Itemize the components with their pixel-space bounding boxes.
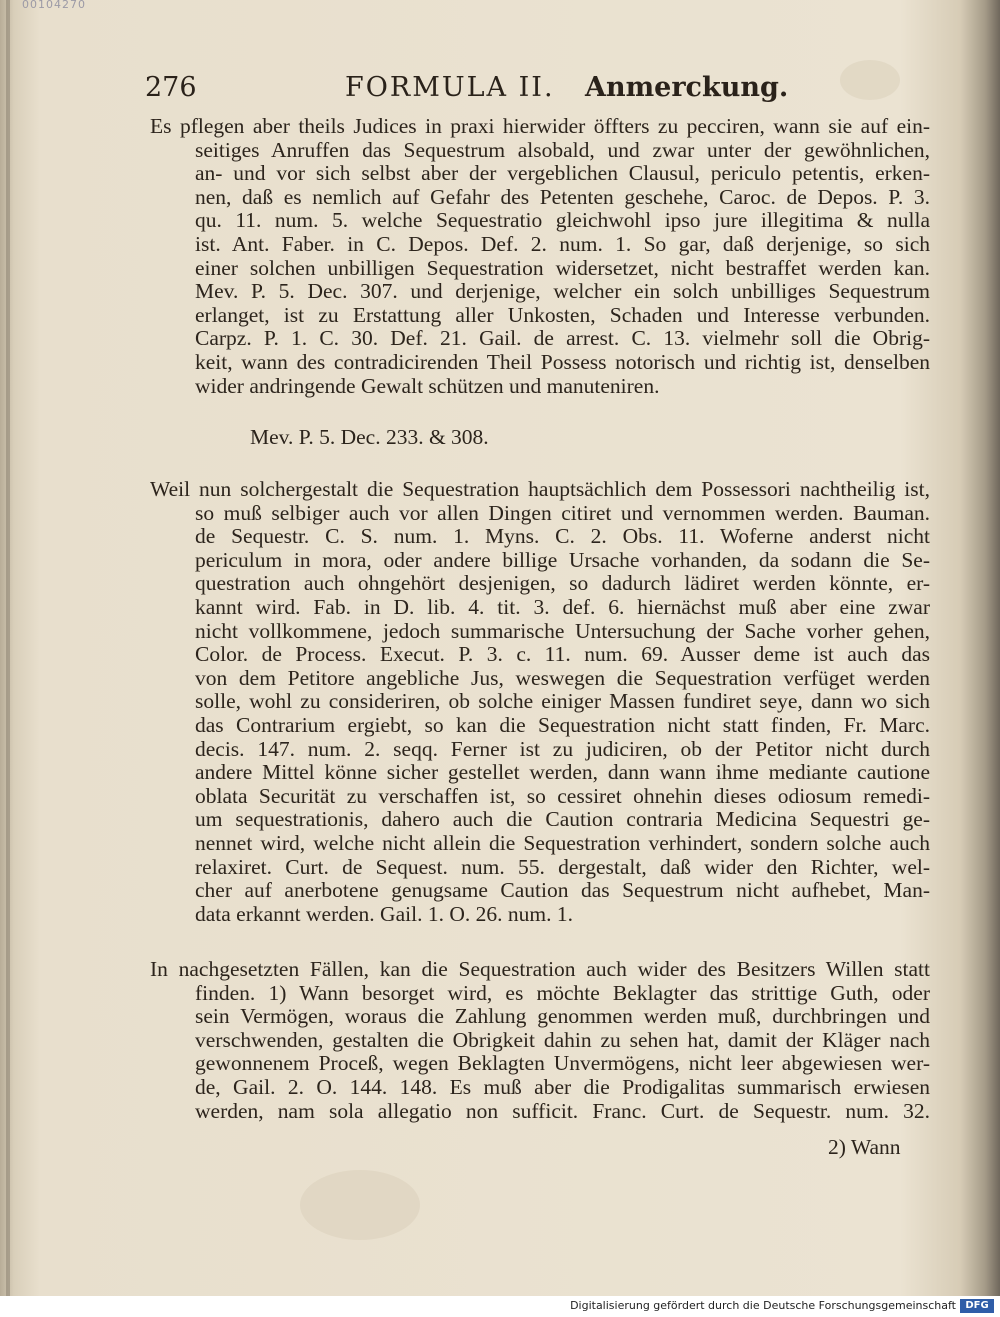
text-line: wider andringende Gewalt schützen und manuteniren. (195, 374, 660, 398)
text-line: seitiges Anruffen das Sequestrum alsobald, und zwar unter der gewöhnlichen, (195, 138, 930, 162)
text-line: periculum in mora, oder andere billige Ursache vorhanden, da sodann die Se- (195, 548, 930, 572)
text-line: Color. de Process. Execut. P. 3. c. 11. num. 69. Ausser deme ist auch das (195, 643, 930, 667)
text-line: einer solchen unbilligen Sequestration widersetzet, nicht bestraffet werden kan. (195, 256, 930, 280)
text-line: nennet wird, welche nicht allein die Sequestration verhindert, sondern solche auch (195, 831, 930, 855)
text-line: das Contrarium ergiebt, so kan die Sequestration nicht statt finden, Fr. Marc. (195, 713, 930, 737)
text-line: Mev. P. 5. Dec. 233. & 308. (250, 426, 489, 449)
text-line: oblata Securität zu verschaffen ist, so cessiret ohnehin dieses odiosum remedi- (195, 784, 930, 808)
text-line: Weil nun solchergestalt die Sequestration hauptsächlich dem Possessori nachtheilig ist, (150, 478, 930, 501)
paragraph-4 (150, 958, 930, 1123)
text-line: finden. 1) Wann besorget wird, es möchte Beklagter das strittige Guth, oder (195, 981, 930, 1005)
dfg-logo: DFG (960, 1299, 994, 1313)
text-line: relaxiret. Curt. de Sequest. num. 55. dergestalt, daß wider den Richter, wel- (195, 855, 930, 879)
page-number: 276 (145, 72, 197, 103)
text-line: de, Gail. 2. O. 144. 148. Es muß aber die Prodigalitas summarisch erwiesen (195, 1075, 930, 1099)
text-line: verschwenden, gestalten die Obrigkeit dahin zu sehen hat, damit der Kläger nach (195, 1028, 930, 1052)
text-line: decis. 147. num. 2. seqq. Ferner ist zu judiciren, ob der Petitor nicht durch (195, 737, 930, 761)
text-line: In nachgesetzten Fällen, kan die Sequestration auch wider des Besitzers Willen statt (150, 958, 930, 981)
text-line: so muß selbiger auch vor allen Dingen citiret und vernommen werden. Bauman. (195, 501, 930, 525)
text-line: cher auf anerbotene genugsame Caution das Sequestrum nicht aufhebet, Man- (195, 879, 930, 903)
text-line: Es pflegen aber theils Judices in praxi hierwider öffters zu pecciren, wann sie auf ein- (150, 115, 930, 138)
text-line: gewonnenem Proceß, wegen Beklagten Unvermögens, nicht leer abgewiesen wer- (195, 1052, 930, 1076)
text-line: solle, wohl zu consideriren, ob solche einiger Massen fundiret seye, dann wo sich (195, 690, 930, 714)
running-header (145, 72, 935, 108)
text-line: um sequestrationis, dahero auch die Caution contraria Medicina Sequestri ge- (195, 808, 930, 832)
text-line: werden, nam sola allegatio non sufficit. Franc. Curt. de Sequestr. num. 32. (195, 1099, 930, 1123)
running-subtitle: Anmerckung. (585, 72, 789, 103)
paragraph-1 (150, 115, 930, 398)
text-line: kannt wird. Fab. in D. lib. 4. tit. 3. def. 6. hiernächst muß aber eine zwar (195, 595, 930, 619)
text-line: an- und vor sich selbst aber der vergeblichen Clausul, periculo petentis, erken- (195, 162, 930, 186)
text-line: nicht vollkommene, jedoch summarische Untersuchung der Sache vorher gehen, (195, 619, 930, 643)
catchword: 2) Wann (828, 1135, 901, 1159)
funding-credit: Digitalisierung gefördert durch die Deutsche Forschungsgemeinschaft (570, 1299, 956, 1312)
scan-id: 00104270 (22, 0, 86, 11)
text-line: sein Vermögen, woraus die Zahlung genommen werden muß, durchbringen und (195, 1005, 930, 1029)
running-title: FORMULA II. (345, 72, 555, 103)
text-line: ist. Ant. Faber. in C. Depos. Def. 2. num. 1. So gar, daß derjenige, so sich (195, 232, 930, 256)
text-line: nen, daß es nemlich auf Gefahr des Petenten geschehe, Caroc. de Depos. P. 3. (195, 185, 930, 209)
footer-bar (0, 1296, 1000, 1317)
text-line: keit, wann des contradicirenden Theil Possess notorisch und richtig ist, denselben (195, 350, 930, 374)
text-line: data erkannt werden. Gail. 1. O. 26. num. 1. (195, 902, 573, 926)
text-line: erlanget, ist zu Erstattung aller Unkosten, Schaden und Interesse verbunden. (195, 303, 930, 327)
text-line: von dem Petitore angebliche Jus, weswegen die Sequestration verfüget werden (195, 666, 930, 690)
paragraph-2 (250, 426, 750, 450)
paper-stain (300, 1170, 420, 1240)
text-line: Carpz. P. 1. C. 30. Def. 21. Gail. de arrest. C. 13. vielmehr soll die Obrig- (195, 327, 930, 351)
text-line: andere Mittel könne sicher gestellet werden, dann wann ihme mediante cautione (195, 761, 930, 785)
text-line: questration auch ohngehört desjenigen, so dadurch lädiret werden könnte, er- (195, 572, 930, 596)
text-line: Mev. P. 5. Dec. 307. und derjenige, welcher ein solch unbilliges Sequestrum (195, 280, 930, 304)
text-line: de Sequestr. C. S. num. 1. Myns. C. 2. Obs. 11. Woferne anderst nicht (195, 525, 930, 549)
book-gutter (6, 0, 10, 1296)
text-line: qu. 11. num. 5. welche Sequestratio gleichwohl ipso jure illegitima & nulla (195, 209, 930, 233)
paragraph-3 (150, 478, 930, 926)
